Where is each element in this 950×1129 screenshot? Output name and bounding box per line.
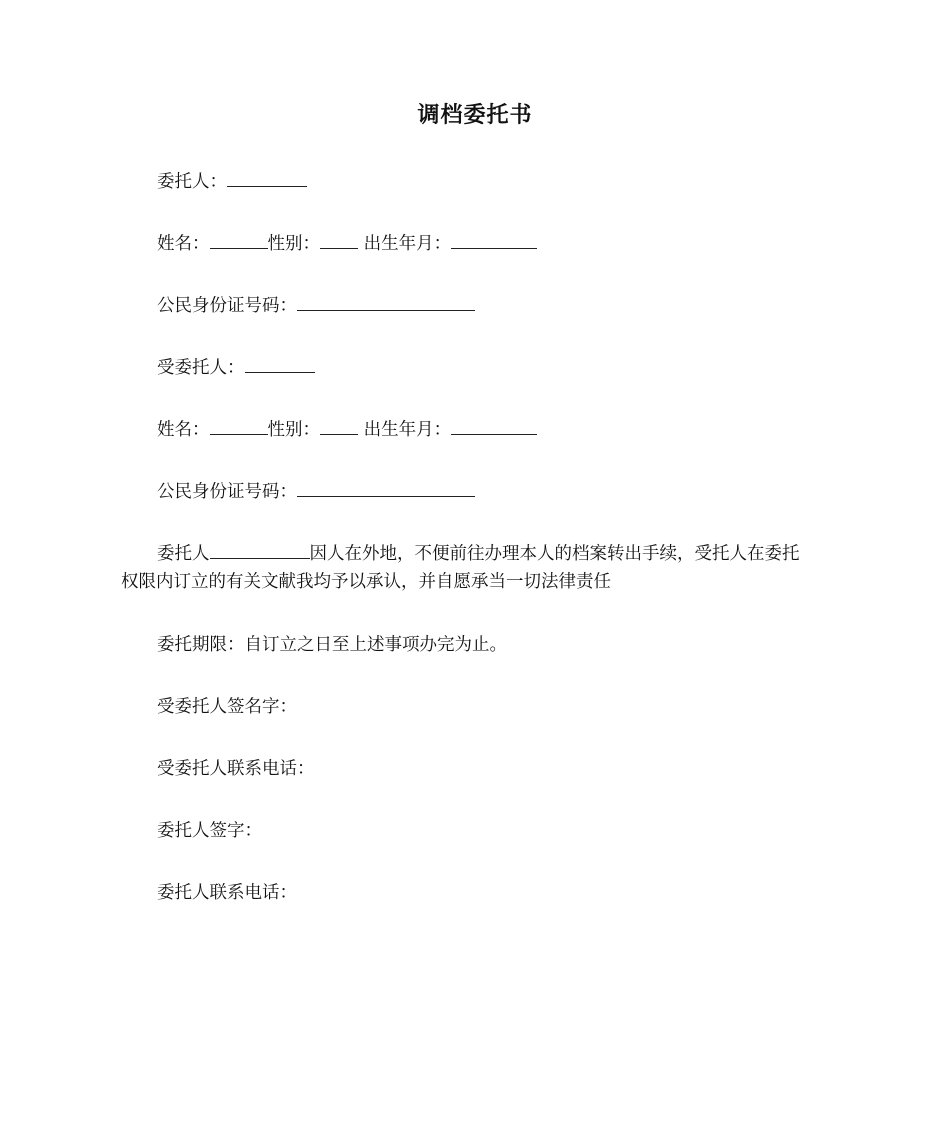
- principal-info-line: [157, 230, 537, 258]
- principal-birth-blank: [451, 230, 537, 249]
- principal-birth-label: 出生年月：: [363, 234, 452, 254]
- principal-blank: [227, 168, 307, 187]
- principal-id-blank: [297, 292, 475, 311]
- agent-info-line: [157, 416, 537, 444]
- agent-birth-label: 出生年月：: [363, 420, 452, 440]
- agent-id-blank: [297, 478, 475, 497]
- agent-gender-blank: [320, 416, 358, 435]
- agent-blank: [245, 354, 315, 373]
- agent-id-label: 公民身份证号码：: [157, 482, 297, 502]
- document-title: 调档委托书: [417, 103, 533, 128]
- principal-phone-label: 委托人联系电话：: [157, 883, 297, 903]
- statement-blank: [210, 540, 310, 559]
- principal-id-line: [157, 292, 475, 320]
- agent-name-blank: [210, 416, 268, 435]
- statement-line1: 因人在外地，不便前往办理本人的档案转出手续，受托人在委托: [309, 544, 800, 564]
- agent-gender-label: 性别：: [267, 420, 320, 440]
- principal-line: [157, 168, 307, 196]
- principal-label: 委托人：: [157, 172, 227, 192]
- statement-paragraph: [121, 540, 841, 596]
- agent-signature-label: 受委托人签名字：: [157, 697, 297, 717]
- agent-line: [157, 354, 315, 382]
- principal-name-label: 姓名：: [157, 234, 210, 254]
- principal-gender-label: 性别：: [267, 234, 320, 254]
- principal-name-blank: [210, 230, 268, 249]
- agent-id-line: [157, 478, 475, 506]
- principal-signature-label: 委托人签字：: [157, 821, 262, 841]
- term-line: 委托期限：自订立之日至上述事项办完为止。: [157, 635, 507, 655]
- agent-birth-blank: [451, 416, 537, 435]
- principal-id-label: 公民身份证号码：: [157, 296, 297, 316]
- statement-line2: 权限内订立的有关文献我均予以承认，并自愿承当一切法律责任: [121, 572, 611, 592]
- agent-name-label: 姓名：: [157, 420, 210, 440]
- statement-prefix: 委托人: [157, 544, 210, 564]
- principal-gender-blank: [320, 230, 358, 249]
- agent-phone-label: 受委托人联系电话：: [157, 759, 315, 779]
- agent-label: 受委托人：: [157, 358, 245, 378]
